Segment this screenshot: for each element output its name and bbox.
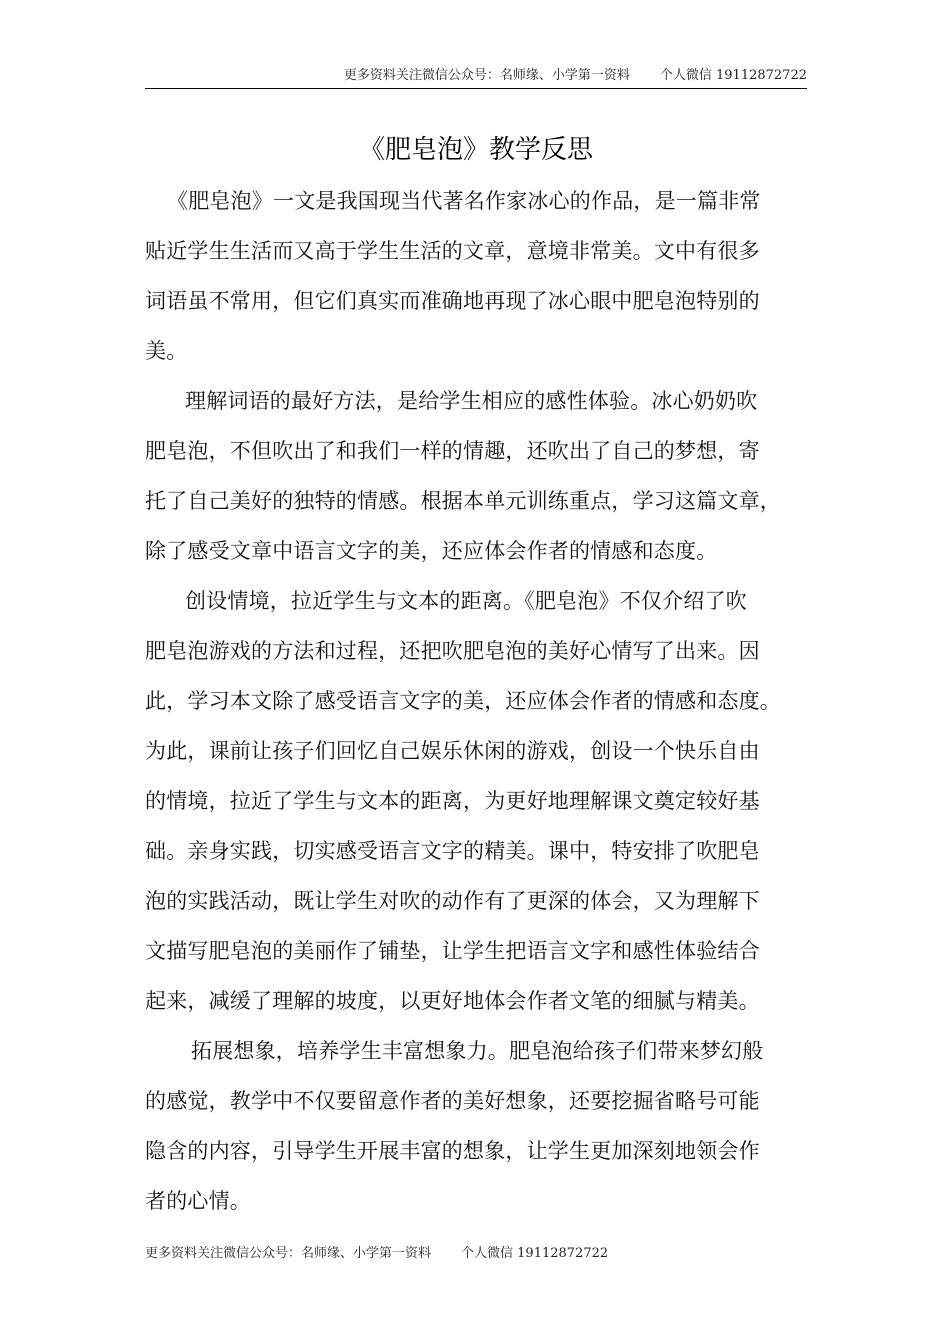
page-header — [145, 66, 807, 88]
document-title: 《肥皂泡》教学反思 — [358, 135, 593, 165]
footer-wechat-contact: 个人微信 19112872722 — [461, 1246, 609, 1261]
document-body — [145, 176, 807, 1226]
paragraph-2 — [145, 376, 807, 576]
paragraph-4 — [145, 1026, 807, 1226]
paragraph-line: 为此，课前让孩子们回忆自己娱乐休闲的游戏，创设一个快乐自由 — [145, 739, 760, 763]
paragraph-line: 础。亲身实践，切实感受语言文字的精美。课中，特安排了吹肥皂 — [145, 839, 760, 863]
paragraph-line: 拓展想象，培养学生丰富想象力。肥皂泡给孩子们带来梦幻般 — [191, 1039, 764, 1063]
header-wechat-contact: 个人微信 19112872722 — [659, 68, 807, 83]
paragraph-line: 贴近学生生活而又高于学生生活的文章，意境非常美。文中有很多 — [145, 239, 760, 263]
paragraph-line: 文描写肥皂泡的美丽作了铺垫，让学生把语言文字和感性体验结合 — [145, 939, 760, 963]
header-promo-text: 更多资料关注微信公众号：名师缘、小学第一资料 — [343, 68, 630, 83]
paragraph-line: 肥皂泡，不但吹出了和我们一样的情趣，还吹出了自己的梦想，寄 — [145, 439, 760, 463]
paragraph-line: 词语虽不常用，但它们真实而准确地再现了冰心眼中肥皂泡特别的 — [145, 289, 760, 313]
paragraph-line: 创设情境，拉近学生与文本的距离。《肥皂泡》不仅介绍了吹 — [185, 589, 747, 613]
paragraph-line: 此，学习本文除了感受语言文字的美，还应体会作者的情感和态度。 — [145, 689, 781, 713]
paragraph-line: 的情境，拉近了学生与文本的距离，为更好地理解课文奠定较好基 — [145, 789, 760, 813]
paragraph-line: 肥皂泡游戏的方法和过程，还把吹肥皂泡的美好心情写了出来。因 — [145, 639, 760, 663]
paragraph-line: 泡的实践活动，既让学生对吹的动作有了更深的体会，又为理解下 — [145, 889, 760, 913]
paragraph-line: 托了自己美好的独特的情感。根据本单元训练重点，学习这篇文章， — [145, 489, 781, 513]
paragraph-line: 理解词语的最好方法，是给学生相应的感性体验。冰心奶奶吹 — [185, 389, 758, 413]
footer-promo-text: 更多资料关注微信公众号：名师缘、小学第一资料 — [145, 1246, 432, 1261]
paragraph-line: 隐含的内容，引导学生开展丰富的想象，让学生更加深刻地领会作 — [145, 1139, 760, 1163]
paragraph-line: 的感觉，教学中不仅要留意作者的美好想象，还要挖掘省略号可能 — [145, 1089, 760, 1113]
paragraph-line: 起来，减缓了理解的坡度，以更好地体会作者文笔的细腻与精美。 — [145, 989, 760, 1013]
paragraph-line: 除了感受文章中语言文字的美，还应体会作者的情感和态度。 — [145, 539, 718, 563]
paragraph-3 — [145, 576, 807, 1026]
paragraph-1 — [145, 176, 807, 376]
paragraph-line: 《肥皂泡》一文是我国现当代著名作家冰心的作品，是一篇非常 — [167, 189, 761, 213]
paragraph-line: 美。 — [145, 339, 188, 363]
header-divider — [145, 88, 807, 89]
page-footer — [145, 1244, 608, 1264]
paragraph-line: 者的心情。 — [145, 1189, 251, 1213]
